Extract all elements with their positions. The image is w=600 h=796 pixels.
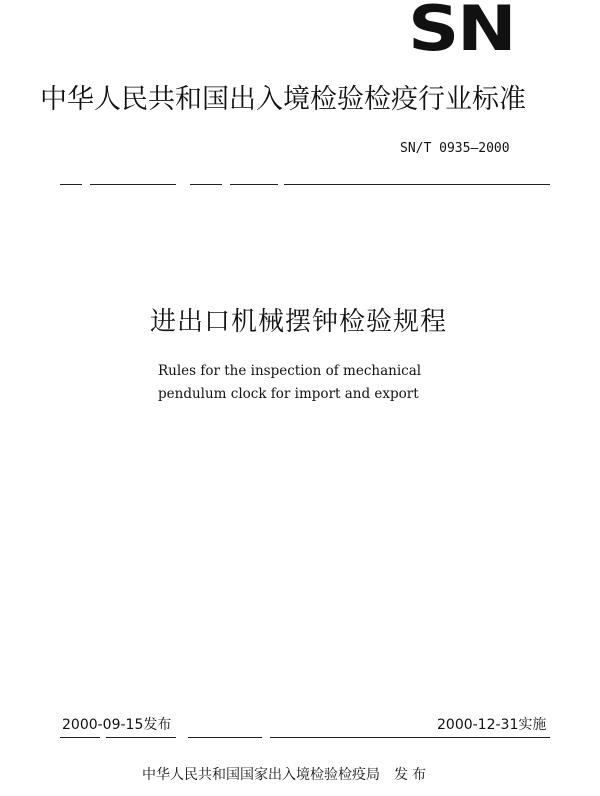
publisher-line xyxy=(142,764,430,786)
issue-date: 2000-09-15发布 xyxy=(62,717,172,733)
top-divider-gap xyxy=(176,182,190,186)
bottom-divider-gap xyxy=(176,735,188,739)
top-divider-gap xyxy=(82,182,90,186)
top-divider-gap xyxy=(278,182,284,186)
publisher-name: 中华人民共和国国家出入境检验检疫局 xyxy=(142,767,380,783)
title-en-line1: Rules for the inspection of mechanical xyxy=(158,363,422,379)
standard-code: SN/T 0935—2000 xyxy=(400,141,510,156)
top-divider-gap xyxy=(222,182,230,186)
document-title-cn: 进出口机械摆钟检验规程 xyxy=(150,307,448,337)
top-divider xyxy=(60,184,550,185)
title-en-line2: pendulum clock for import and export xyxy=(158,386,419,402)
org-title: 中华人民共和国出入境检验检疫行业标准 xyxy=(40,84,526,115)
bottom-divider-gap xyxy=(262,735,270,739)
bottom-divider xyxy=(60,737,550,738)
bottom-divider-gap xyxy=(100,735,106,739)
implement-date: 2000-12-31实施 xyxy=(437,717,547,733)
publish-verb: 发布 xyxy=(394,767,430,783)
document-title-en xyxy=(158,360,458,406)
sn-logo: SN xyxy=(408,0,515,65)
